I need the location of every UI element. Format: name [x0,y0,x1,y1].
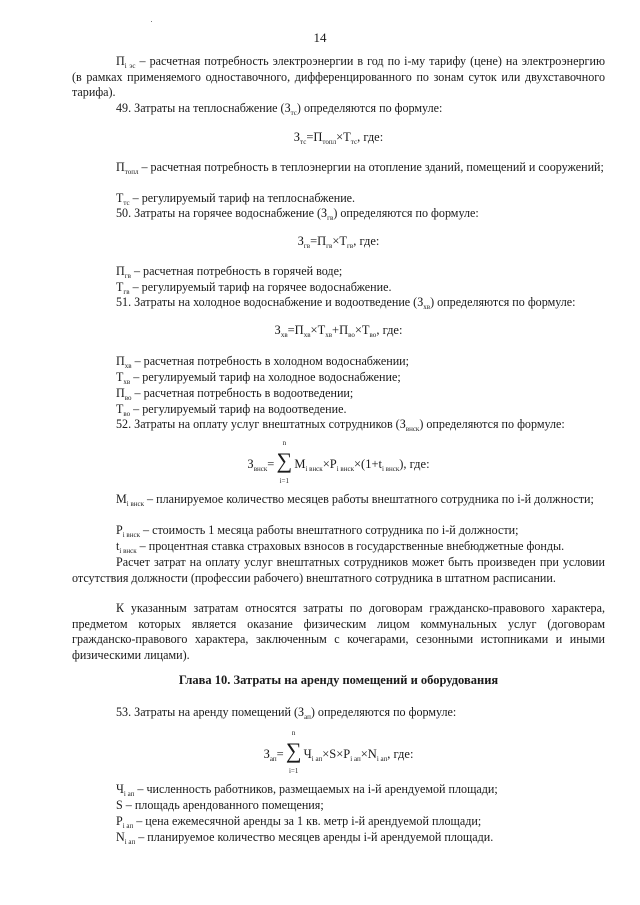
definition-51-2: $Т_{хв}$ – регулируемый тариф на холодное водоснабжение; [116,370,401,386]
definition-51-4: $Т_{во}$ – регулируемый тариф на водоотведение. [116,402,347,418]
definition-53-1: $Ч_{i ап}$ – численность работников, размещаемых на i-й арендуемой площади; [116,782,498,798]
definition-50-1: $П_{гв}$ – расчетная потребность в горячей воде; [116,264,343,280]
formula-49: $З_{тс}=П_{топл}\times Т_{тс}$, где: [293,130,384,146]
item-52: 52. Затраты на оплату услуг внештатных сотрудников $(З_{внск})$ определяются по формуле: [116,417,565,433]
formula-53: $З_{ап}=$ n ∑ i=1 $Ч_{i ап}\times S\times P_{i ап}\times N_{i ап}$, где: [263,729,414,775]
definition-52-3: $t_{i внск}$ – процентная ставка страховых взносов в государственные внебюджетные фонды. [116,539,565,555]
chapter-heading: Глава 10. Затраты на аренду помещений и оборудования [178,673,499,687]
definition-52-2: $P_{i внск}$ – стоимость 1 месяца работы внештатного сотрудника по i-й должности; [116,523,519,539]
note-52-2: К указанным затратам относятся затраты по договорам гражданско-правового характера, предметом которых является оказание физическим лицом коммунальных услуг (договорам гражданско-правового характера, заключенным с кочегарами, сезонными истопниками и иными физическими лицами). [72,601,605,662]
scan-speck [151,21,152,22]
definition-53-2: S – площадь арендованного помещения; [116,798,324,812]
definition-49-1: $П_{топл}$ – расчетная потребность в теплоэнергии на отопление зданий, помещений и сооружений; [116,160,604,176]
item-49: 49. Затраты на теплоснабжение $(З_{тс})$ определяются по формуле: [116,101,443,117]
definition-53-3: $P_{i ап}$ – цена ежемесячной аренды за 1 кв. метр i-й арендуемой площади; [116,814,482,830]
definition-52-1: $M_{i внск}$ – планируемое количество месяцев работы внештатного сотрудника по i-й должности; [116,492,594,508]
definition-51-3: $П_{во}$ – расчетная потребность в водоотведении; [116,386,354,402]
definition-51-1: $П_{хв}$ – расчетная потребность в холодном водоснабжении; [116,354,409,370]
formula-50: $З_{гв}=П_{гв}\times Т_{гв}$, где: [297,234,380,250]
definition-49-2: $Т_{тс}$ – регулируемый тариф на теплоснабжение. [116,191,356,207]
item-50: 50. Затраты на горячее водоснабжение $(З_{гв})$ определяются по формуле: [116,206,479,222]
note-52-1: Расчет затрат на оплату услуг внештатных сотрудников может быть произведен при условии отсутствия должности (профессии рабочего) внештатного сотрудника в штатном расписании. [72,555,605,585]
definition-electricity: $П_{i эс}$ – расчетная потребность электроэнергии в год по i-му тарифу (цене) на электроэнергию (в рамках применяемого одноставочного, дифференцированного по зонам суток или двухставочного тарифа). [72,54,605,100]
sum-symbol: n ∑ i=1 [285,729,302,775]
page-number: 14 [313,30,327,45]
definition-50-2: $Т_{гв}$ – регулируемый тариф на горячее водоснабжение. [116,280,392,296]
sum-symbol: n ∑ i=1 [276,439,293,485]
definition-53-4: $N_{i ап}$ – планируемое количество месяцев аренды i-й арендуемой площади. [116,830,494,846]
formula-52: $З_{внск}=$ n ∑ i=1 $M_{i внск}\times P_{i внск}\times(1+t_{i внск})$, где: [247,439,430,485]
item-53: 53. Затраты на аренду помещений $(З_{ап})$ определяются по формуле: [116,705,457,721]
item-51: 51. Затраты на холодное водоснабжение и водоотведение $(З_{хв})$ определяются по формуле: [116,295,576,311]
formula-51: $З_{хв}=П_{хв}\times Т_{хв}+П_{во}\times Т_{во}$, где: [274,323,403,339]
